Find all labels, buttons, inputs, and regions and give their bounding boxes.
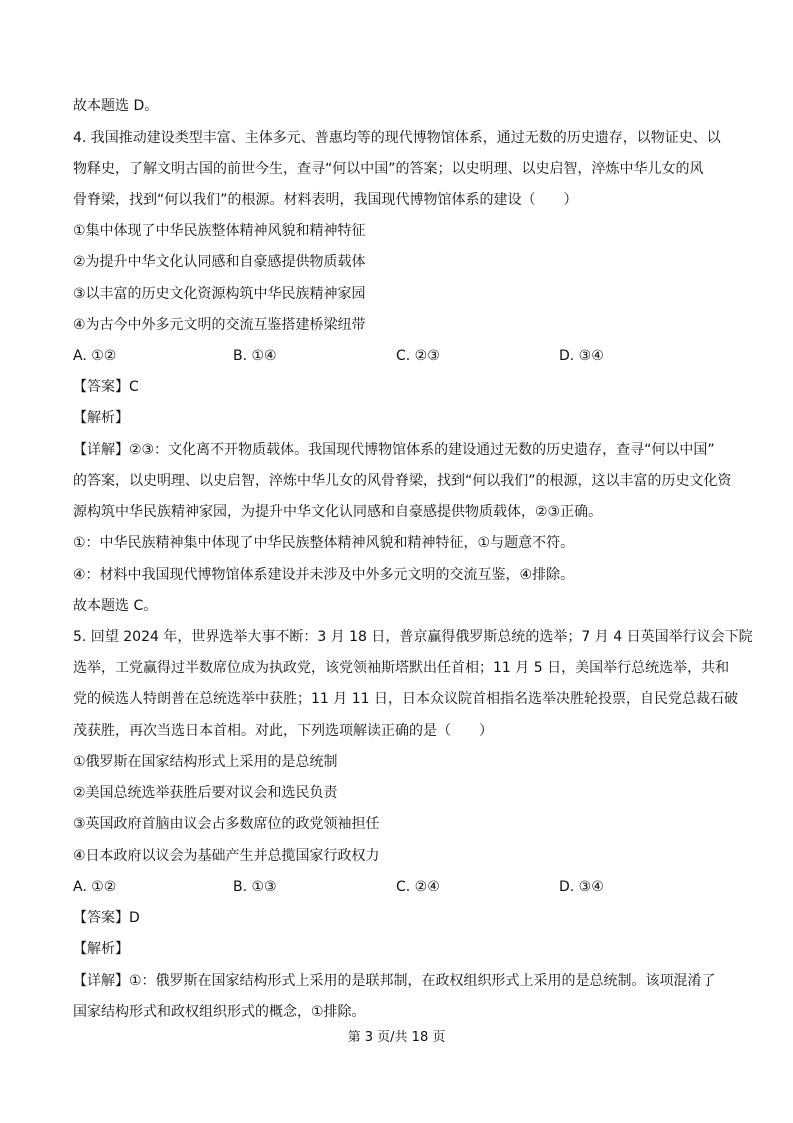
question-5-statement: ④日本政府以议会为基础产生并总揽国家行政权力 <box>73 848 380 864</box>
option-c: C. ②③ <box>396 348 440 364</box>
question-4-statement: ②为提升中华文化认同感和自豪感提供物质载体 <box>73 254 366 270</box>
option-b: B. ①④ <box>233 348 277 364</box>
question-4-statement: ①集中体现了中华民族整体精神风貌和精神特征 <box>73 223 366 239</box>
explanation-paragraph: 的答案，以史明理、以史启智，淬炼中华儿女的风骨脊梁，找到“何以我们”的根源，这以丰富的历史文化资 <box>73 473 732 489</box>
question-4-options <box>73 346 753 366</box>
question-4-statement: ④为古今中外多元文明的交流互鉴搭建桥梁纽带 <box>73 317 366 333</box>
question-4-stem: 物释史，了解文明古国的前世今生，查寻“何以中国”的答案；以史明理、以史启智，淬炼中华儿女的风 <box>73 161 704 177</box>
option-d: D. ③④ <box>559 348 604 364</box>
question-5-options <box>73 877 753 897</box>
question-5-stem: 党的候选人特朗普在总统选举中获胜；11 月 11 日，日本众议院首相指名选举决胜轮投票，自民党总裁石破 <box>73 691 738 707</box>
question-5-statement: ③英国政府首脑由议会占多数席位的政党领袖担任 <box>73 816 380 832</box>
answer-label: 【答案】C <box>73 379 139 395</box>
explanation-paragraph: ④：材料中我国现代博物馆体系建设并未涉及中外多元文明的交流互鉴，④排除。 <box>73 567 575 583</box>
question-5-stem: 选举，工党赢得过半数席位成为执政党，该党领袖斯塔默出任首相；11 月 5 日，美国举行总统选举，共和 <box>73 660 730 676</box>
analysis-heading: 【解析】 <box>73 410 129 426</box>
question-5-stem: 茂获胜，再次当选日本首相。对此，下列选项解读正确的是（ ） <box>73 723 493 739</box>
explanation-paragraph: ①：中华民族精神集中体现了中华民族整体精神风貌和精神特征，①与题意不符。 <box>73 535 575 551</box>
explanation-paragraph: 源构筑中华民族精神家园，为提升中华文化认同感和自豪感提供物质载体，②③正确。 <box>73 504 603 520</box>
option-a: A. ①② <box>73 879 117 895</box>
question-4-stem: 4. 我国推动建设类型丰富、主体多元、普惠均等的现代博物馆体系，通过无数的历史遗存，以物证史、以 <box>73 130 721 146</box>
explanation-paragraph: 国家结构形式和政权组织形式的概念，①排除。 <box>73 1004 366 1020</box>
question-4-stem: 骨脊梁，找到“何以我们”的根源。材料表明，我国现代博物馆体系的建设（ ） <box>73 192 578 208</box>
analysis-heading: 【解析】 <box>73 941 129 957</box>
option-b: B. ①③ <box>233 879 277 895</box>
question-5-stem: 5. 回望 2024 年，世界选举大事不断：3 月 18 日，普京赢得俄罗斯总统的选举；7 月 4 日英国举行议会下院 <box>73 629 753 645</box>
conclusion-line: 故本题选 C。 <box>73 598 158 614</box>
explanation-paragraph: 【详解】②③：文化离不开物质载体。我国现代博物馆体系的建设通过无数的历史遗存，查寻“何以中国” <box>73 442 715 458</box>
conclusion-line: 故本题选 D。 <box>73 98 159 114</box>
answer-label: 【答案】D <box>73 910 140 926</box>
option-c: C. ②④ <box>396 879 440 895</box>
question-5-statement: ②美国总统选举获胜后要对议会和选民负责 <box>73 785 338 801</box>
question-5-statement: ①俄罗斯在国家结构形式上采用的是总统制 <box>73 754 338 770</box>
page-number-footer: 第 3 页/共 18 页 <box>347 1030 446 1045</box>
option-d: D. ③④ <box>559 879 604 895</box>
question-4-statement: ③以丰富的历史文化资源构筑中华民族精神家园 <box>73 286 366 302</box>
explanation-paragraph: 【详解】①：俄罗斯在国家结构形式上采用的是联邦制，在政权组织形式上采用的是总统制。该项混淆了 <box>73 973 716 989</box>
option-a: A. ①② <box>73 348 117 364</box>
